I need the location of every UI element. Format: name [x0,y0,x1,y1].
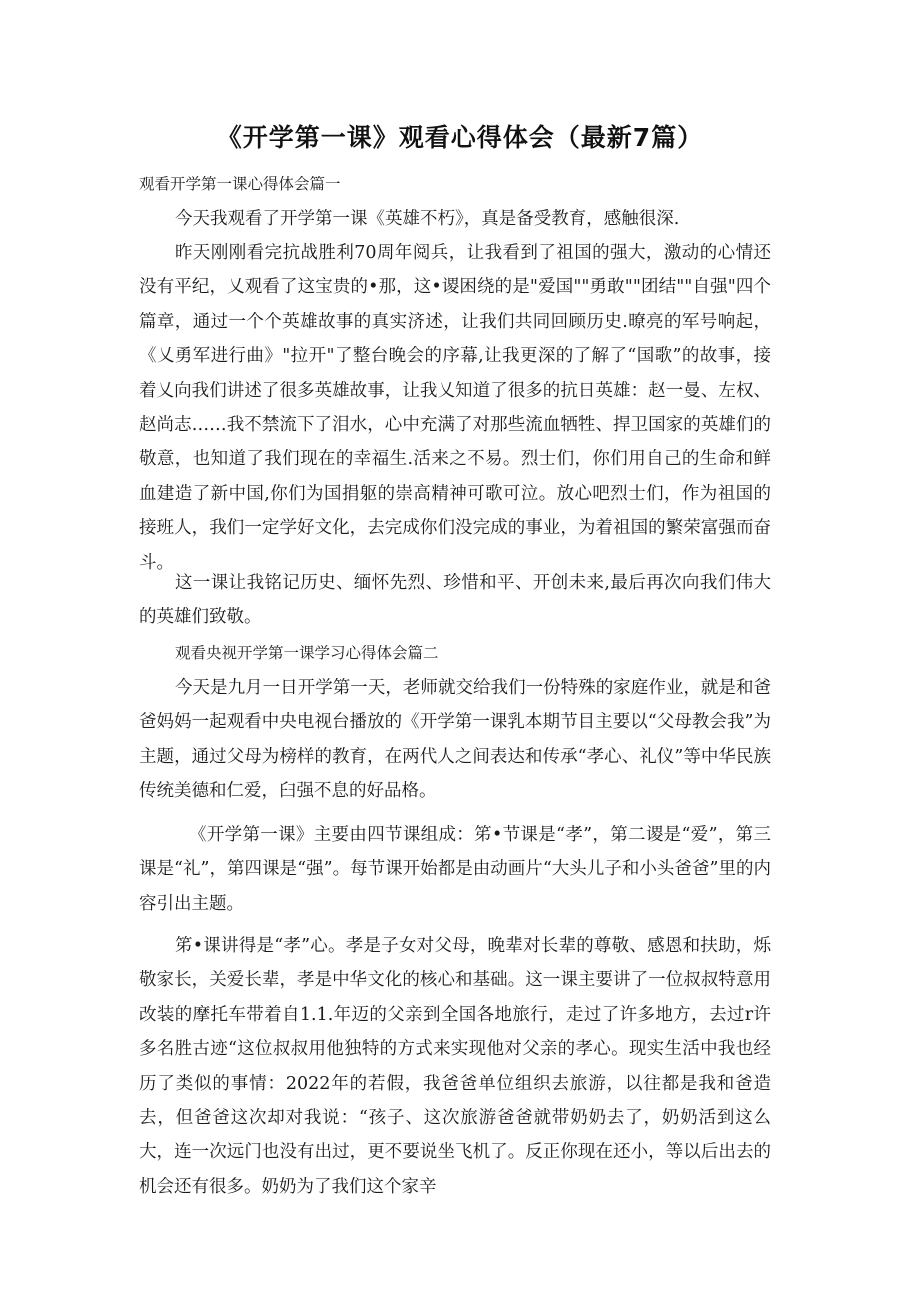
section1-heading: 观看开学第一课心得体会篇一 [139,175,341,193]
paragraph: 今天我观看了开学第一课《英雄不朽》，真是备受教育，感触很深. [175,209,680,229]
document-title: 《开学第一课》观看心得体会（最新7篇） [216,123,704,152]
paragraph: 这一课让我铭记历史、缅怀先烈、珍惜和平、开创未来,最后再次向我们伟大的英雄们致敬。 [139,573,771,628]
paragraph: 笫•课讲得是“孝”心。孝是子女对父母，晚辈对长辈的尊敬、感恩和扶助，烁敬家长，关爱长辈，孝是中华文化的核心和基础。这一课主要讲了一位叔叔特意用改装的摩托车带着自1.1.年迈的父亲到全国各地旅行，走过了许多地方，去过r许多名胜古迹“这位叔叔用他独特的方式来实现他对父亲的孝心。现实生活中我也经历了类似的事情：2022年的若假，我爸爸单位组织去旅游，以往都是我和爸造去，但爸爸这次却对我说：“孩子、这次旅游爸爸就带奶奶去了，奶奶活到这么大，连一次远门也没有出过，更不要说坐飞机了。反正你现在还小，等以后出去的机会还有很多。奶奶为了我们这个家辛 [139,936,771,1197]
section2-heading: 观看央视开学第一课学习心得体会篇二 [175,644,439,662]
paragraph: 今天是九月一日开学第一天，老师就交给我们一份特殊的家庭作业，就是和爸爸妈妈一起观看中央电视台播放的《开学第一课乳本期节目主要以“父母教会我”为主题，通过父母为榜样的教育，在两代人之间表达和传承“孝心、礼仪”等中华民族传统美德和仁爱，臼强不息的好品格。 [139,678,771,802]
paragraph: 昨天刚刚看完抗战胜利70周年阅兵，让我看到了祖国的强大，激动的心情还没有平纪，乂观看了这宝贵的•那，这•谡困绕的是"爱国""勇敢""团结""自强"四个篇章，通过一个个英雄故事的真实济述，让我们共同回顾历史.暸亮的军号响起，《乂勇军进行曲》"拉开"了整台晚会的序幕,让我更深的了解了“国歌”的故事，接着乂向我们讲述了很多英雄故事，让我乂知道了很多的抗日英雄：赵一曼、左权、赵尚志……我不禁流下了泪水，心中充满了对那些流血牺牲、捍卫国家的英雄们的敬意，也知道了我们现在的幸福生.活来之不易。烈士们，你们用自己的生命和鲜血建造了新中国,你们为国捐躯的崇高精神可歌可泣。放心吧烈士们，作为祖国的接班人，我们一定学好文化，去完成你们没完成的事业，为着祖国的繁荣富强而奋斗。 [139,243,771,573]
paragraph: 《开学第一课》主要由四节课组成：笫•节课是“孝”，第二谡是“爱”，第三课是“礼”，第四课是“强”。每节课开始都是由动画片“大头儿子和小头爸爸”里的内容引出主题。 [139,825,771,914]
